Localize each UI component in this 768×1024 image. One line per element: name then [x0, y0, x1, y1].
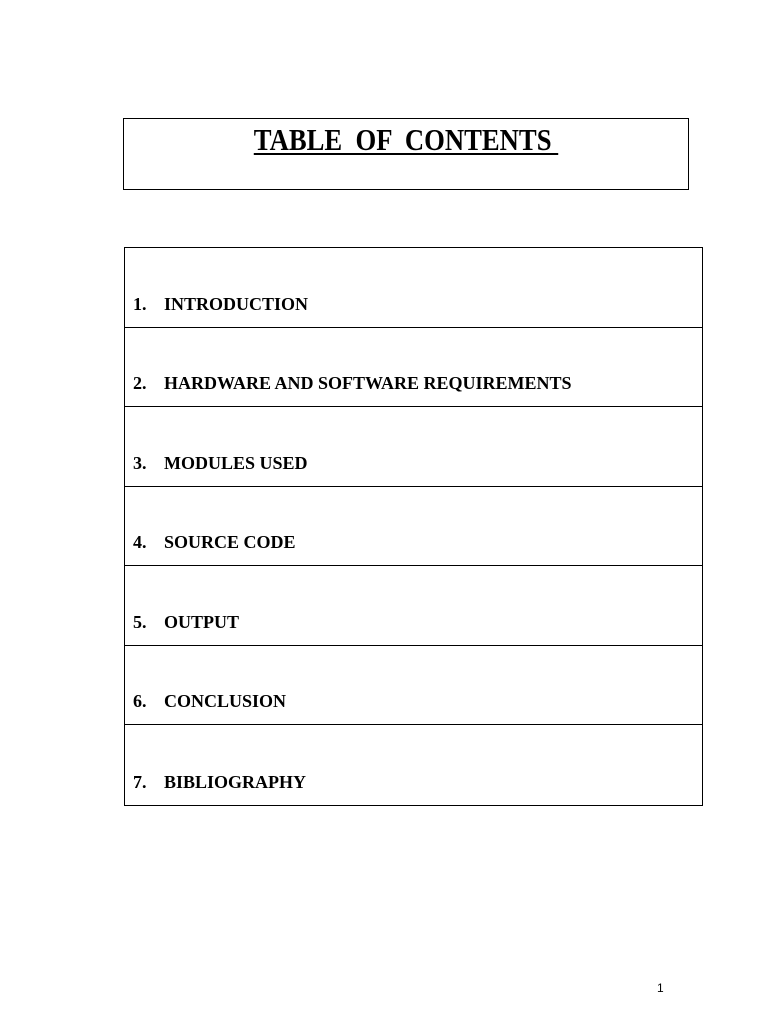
toc-item-number: 1. [133, 293, 147, 314]
toc-item-modules-used: MODULES USED [164, 452, 308, 473]
toc-item-number: 6. [133, 691, 147, 711]
toc-item-number: 3. [133, 452, 147, 473]
toc-row [125, 407, 702, 487]
toc-row [125, 248, 702, 328]
toc-item-number: 5. [133, 611, 147, 632]
toc-item-introduction: INTRODUCTION [164, 293, 309, 314]
toc-item-conclusion: CONCLUSION [164, 691, 287, 711]
toc-item-source-code: SOURCE CODE [164, 532, 296, 552]
toc-item-hardware-software-requirements: HARDWARE AND SOFTWARE REQUIREMENTS [164, 373, 572, 393]
toc-row [125, 487, 702, 567]
toc-table [124, 247, 703, 806]
toc-row [125, 725, 702, 805]
toc-row [125, 566, 702, 646]
toc-item-number: 7. [133, 771, 147, 792]
page-title [163, 121, 648, 159]
toc-item-number: 2. [133, 373, 147, 393]
toc-item-output: OUTPUT [164, 611, 240, 632]
toc-item-bibliography: BIBLIOGRAPHY [164, 771, 307, 792]
page-title-text: TABLE OF CONTENTS [253, 122, 559, 157]
toc-row [125, 328, 702, 408]
toc-item-number: 4. [133, 532, 147, 552]
title-box [123, 118, 689, 190]
toc-row [125, 646, 702, 726]
page-number: 1 [657, 981, 664, 995]
